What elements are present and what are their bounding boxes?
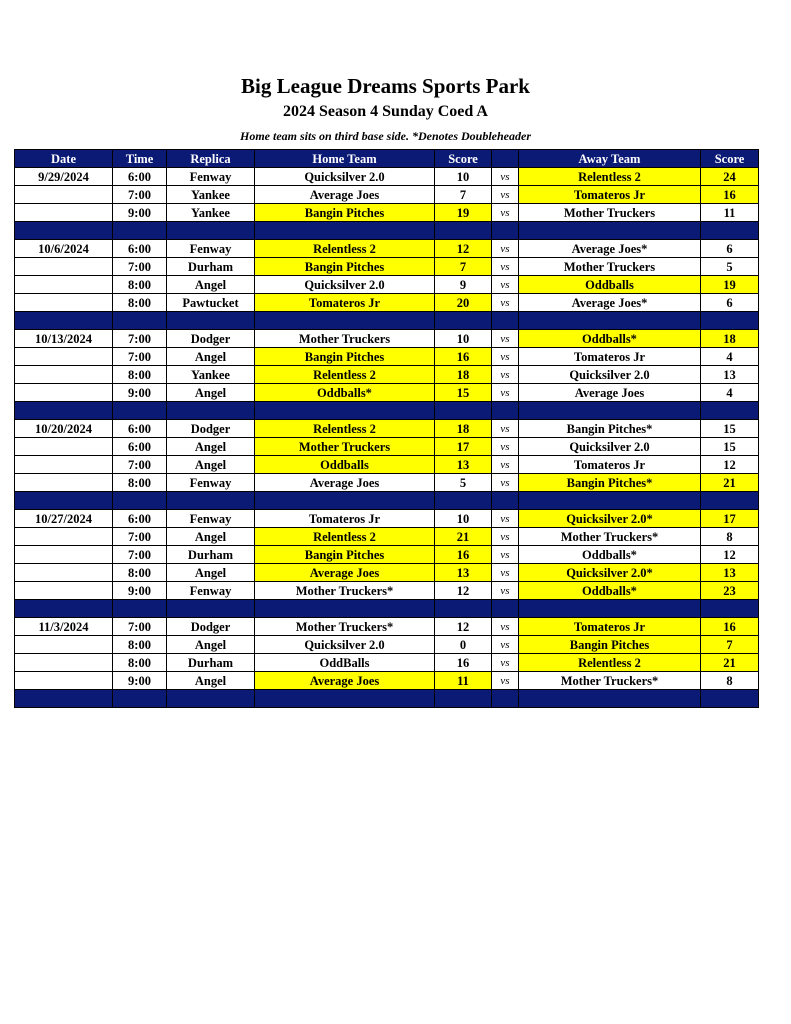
game-row — [15, 294, 759, 312]
home-score: 11 — [435, 672, 492, 690]
game-replica: Pawtucket — [167, 294, 255, 312]
separator-cell — [255, 222, 435, 240]
game-date — [15, 204, 113, 222]
home-team: Quicksilver 2.0 — [255, 168, 435, 186]
home-score: 20 — [435, 294, 492, 312]
away-team: Tomateros Jr — [519, 618, 701, 636]
home-team: Mother Truckers — [255, 438, 435, 456]
away-team: Mother Truckers* — [519, 528, 701, 546]
home-score: 10 — [435, 510, 492, 528]
home-score: 18 — [435, 420, 492, 438]
game-replica: Fenway — [167, 240, 255, 258]
away-team: Oddballs — [519, 276, 701, 294]
vs-label: vs — [492, 582, 519, 600]
away-team: Oddballs* — [519, 582, 701, 600]
separator-cell — [255, 312, 435, 330]
game-row — [15, 672, 759, 690]
away-team: Mother Truckers* — [519, 672, 701, 690]
home-team: Mother Truckers* — [255, 582, 435, 600]
away-score: 5 — [701, 258, 759, 276]
separator-cell — [492, 222, 519, 240]
away-team: Tomateros Jr — [519, 348, 701, 366]
away-team: Bangin Pitches — [519, 636, 701, 654]
home-team: Mother Truckers — [255, 330, 435, 348]
separator-cell — [701, 312, 759, 330]
away-score: 11 — [701, 204, 759, 222]
separator-cell — [519, 492, 701, 510]
vs-label: vs — [492, 618, 519, 636]
game-row — [15, 546, 759, 564]
home-score: 16 — [435, 546, 492, 564]
home-score: 12 — [435, 618, 492, 636]
game-time: 7:00 — [113, 186, 167, 204]
home-score: 0 — [435, 636, 492, 654]
col-time: Time — [113, 150, 167, 168]
page-subtitle: 2024 Season 4 Sunday Coed A — [283, 103, 488, 120]
away-score: 23 — [701, 582, 759, 600]
away-team: Tomateros Jr — [519, 456, 701, 474]
vs-label: vs — [492, 366, 519, 384]
game-date: 11/3/2024 — [15, 618, 113, 636]
game-time: 7:00 — [113, 456, 167, 474]
separator-cell — [492, 600, 519, 618]
separator-cell — [492, 402, 519, 420]
vs-label: vs — [492, 240, 519, 258]
home-team: Bangin Pitches — [255, 258, 435, 276]
away-team: Average Joes* — [519, 294, 701, 312]
separator-cell — [519, 222, 701, 240]
vs-label: vs — [492, 474, 519, 492]
game-time: 7:00 — [113, 618, 167, 636]
home-team: Relentless 2 — [255, 420, 435, 438]
separator-cell — [113, 402, 167, 420]
separator-cell — [113, 312, 167, 330]
separator-cell — [167, 600, 255, 618]
game-replica: Angel — [167, 672, 255, 690]
game-replica: Angel — [167, 456, 255, 474]
away-team: Mother Truckers — [519, 258, 701, 276]
away-team: Quicksilver 2.0* — [519, 564, 701, 582]
home-team: Average Joes — [255, 564, 435, 582]
away-score: 15 — [701, 438, 759, 456]
away-score: 16 — [701, 618, 759, 636]
vs-label: vs — [492, 672, 519, 690]
separator-cell — [255, 600, 435, 618]
away-score: 17 — [701, 510, 759, 528]
game-date — [15, 276, 113, 294]
vs-label: vs — [492, 384, 519, 402]
away-score: 13 — [701, 366, 759, 384]
vs-label: vs — [492, 420, 519, 438]
game-time: 9:00 — [113, 672, 167, 690]
vs-label: vs — [492, 456, 519, 474]
separator-cell — [701, 222, 759, 240]
col-vs — [492, 150, 519, 168]
separator-cell — [15, 402, 113, 420]
separator-cell — [435, 222, 492, 240]
game-date: 10/27/2024 — [15, 510, 113, 528]
separator-cell — [435, 492, 492, 510]
away-score: 19 — [701, 276, 759, 294]
home-score: 10 — [435, 330, 492, 348]
game-date: 10/6/2024 — [15, 240, 113, 258]
game-row — [15, 654, 759, 672]
game-replica: Angel — [167, 564, 255, 582]
away-score: 15 — [701, 420, 759, 438]
game-replica: Dodger — [167, 618, 255, 636]
game-row — [15, 618, 759, 636]
game-row — [15, 384, 759, 402]
game-replica: Fenway — [167, 582, 255, 600]
home-score: 12 — [435, 240, 492, 258]
away-team: Bangin Pitches* — [519, 474, 701, 492]
separator-cell — [15, 312, 113, 330]
game-date — [15, 294, 113, 312]
game-date: 9/29/2024 — [15, 168, 113, 186]
vs-label: vs — [492, 330, 519, 348]
game-date — [15, 636, 113, 654]
separator-cell — [435, 690, 492, 708]
game-date — [15, 384, 113, 402]
col-home-team: Home Team — [255, 150, 435, 168]
game-replica: Angel — [167, 276, 255, 294]
separator-cell — [519, 600, 701, 618]
away-team: Oddballs* — [519, 330, 701, 348]
game-time: 8:00 — [113, 276, 167, 294]
game-date — [15, 474, 113, 492]
game-row — [15, 204, 759, 222]
separator-cell — [113, 492, 167, 510]
separator-cell — [519, 312, 701, 330]
away-score: 21 — [701, 654, 759, 672]
game-time: 8:00 — [113, 294, 167, 312]
separator-cell — [519, 402, 701, 420]
game-replica: Yankee — [167, 186, 255, 204]
game-date: 10/20/2024 — [15, 420, 113, 438]
away-score: 12 — [701, 546, 759, 564]
game-replica: Angel — [167, 438, 255, 456]
game-row — [15, 366, 759, 384]
separator-cell — [113, 600, 167, 618]
game-replica: Fenway — [167, 474, 255, 492]
away-team: Mother Truckers — [519, 204, 701, 222]
home-team: Quicksilver 2.0 — [255, 636, 435, 654]
away-score: 18 — [701, 330, 759, 348]
game-replica: Dodger — [167, 330, 255, 348]
home-score: 16 — [435, 654, 492, 672]
game-time: 8:00 — [113, 564, 167, 582]
home-team: Quicksilver 2.0 — [255, 276, 435, 294]
game-date — [15, 186, 113, 204]
home-score: 12 — [435, 582, 492, 600]
away-score: 6 — [701, 240, 759, 258]
game-row — [15, 474, 759, 492]
away-score: 4 — [701, 348, 759, 366]
game-row — [15, 582, 759, 600]
game-date — [15, 366, 113, 384]
home-team: Average Joes — [255, 474, 435, 492]
home-score: 10 — [435, 168, 492, 186]
game-row — [15, 456, 759, 474]
away-team: Relentless 2 — [519, 168, 701, 186]
game-date — [15, 438, 113, 456]
game-row — [15, 438, 759, 456]
home-team: Bangin Pitches — [255, 546, 435, 564]
home-score: 7 — [435, 186, 492, 204]
separator-cell — [15, 600, 113, 618]
separator-cell — [492, 492, 519, 510]
separator-cell — [435, 312, 492, 330]
separator-cell — [167, 402, 255, 420]
week-separator — [15, 312, 759, 330]
game-row — [15, 564, 759, 582]
game-time: 6:00 — [113, 438, 167, 456]
game-time: 6:00 — [113, 240, 167, 258]
separator-cell — [255, 402, 435, 420]
home-score: 15 — [435, 384, 492, 402]
game-replica: Angel — [167, 384, 255, 402]
separator-cell — [701, 600, 759, 618]
separator-cell — [15, 222, 113, 240]
game-row — [15, 168, 759, 186]
vs-label: vs — [492, 546, 519, 564]
week-separator — [15, 492, 759, 510]
game-date — [15, 456, 113, 474]
away-team: Tomateros Jr — [519, 186, 701, 204]
vs-label: vs — [492, 636, 519, 654]
vs-label: vs — [492, 204, 519, 222]
away-team: Quicksilver 2.0 — [519, 366, 701, 384]
separator-cell — [492, 690, 519, 708]
page-title: Big League Dreams Sports Park — [241, 74, 530, 98]
game-replica: Angel — [167, 348, 255, 366]
home-score: 9 — [435, 276, 492, 294]
home-score: 17 — [435, 438, 492, 456]
col-away-team: Away Team — [519, 150, 701, 168]
game-time: 8:00 — [113, 366, 167, 384]
home-score: 18 — [435, 366, 492, 384]
separator-cell — [113, 222, 167, 240]
vs-label: vs — [492, 348, 519, 366]
separator-cell — [167, 492, 255, 510]
home-team: Bangin Pitches — [255, 348, 435, 366]
away-score: 7 — [701, 636, 759, 654]
away-score: 8 — [701, 672, 759, 690]
away-score: 16 — [701, 186, 759, 204]
schedule-table — [14, 149, 759, 708]
game-row — [15, 420, 759, 438]
away-team: Average Joes* — [519, 240, 701, 258]
away-team: Average Joes — [519, 384, 701, 402]
home-team: Relentless 2 — [255, 528, 435, 546]
week-separator — [15, 222, 759, 240]
game-replica: Durham — [167, 654, 255, 672]
home-score: 13 — [435, 456, 492, 474]
vs-label: vs — [492, 528, 519, 546]
vs-label: vs — [492, 654, 519, 672]
separator-cell — [492, 312, 519, 330]
vs-label: vs — [492, 510, 519, 528]
separator-cell — [701, 492, 759, 510]
schedule-body — [15, 168, 759, 708]
game-time: 6:00 — [113, 510, 167, 528]
home-team: Average Joes — [255, 672, 435, 690]
away-team: Quicksilver 2.0 — [519, 438, 701, 456]
separator-cell — [255, 492, 435, 510]
game-time: 9:00 — [113, 384, 167, 402]
home-score: 5 — [435, 474, 492, 492]
home-team: Oddballs — [255, 456, 435, 474]
home-team: Oddballs* — [255, 384, 435, 402]
away-team: Relentless 2 — [519, 654, 701, 672]
separator-cell — [701, 402, 759, 420]
game-replica: Dodger — [167, 420, 255, 438]
game-date — [15, 672, 113, 690]
game-time: 7:00 — [113, 258, 167, 276]
game-time: 7:00 — [113, 546, 167, 564]
away-score: 4 — [701, 384, 759, 402]
away-team: Oddballs* — [519, 546, 701, 564]
vs-label: vs — [492, 294, 519, 312]
week-separator — [15, 690, 759, 708]
game-row — [15, 330, 759, 348]
game-time: 6:00 — [113, 420, 167, 438]
game-date — [15, 348, 113, 366]
home-score: 19 — [435, 204, 492, 222]
game-time: 7:00 — [113, 528, 167, 546]
separator-cell — [15, 492, 113, 510]
away-score: 8 — [701, 528, 759, 546]
separator-cell — [167, 690, 255, 708]
separator-cell — [167, 312, 255, 330]
game-date — [15, 258, 113, 276]
game-row — [15, 276, 759, 294]
game-row — [15, 240, 759, 258]
away-score: 12 — [701, 456, 759, 474]
away-team: Quicksilver 2.0* — [519, 510, 701, 528]
home-team: Tomateros Jr — [255, 510, 435, 528]
separator-cell — [113, 690, 167, 708]
game-time: 6:00 — [113, 168, 167, 186]
game-date: 10/13/2024 — [15, 330, 113, 348]
game-row — [15, 636, 759, 654]
game-date — [15, 564, 113, 582]
vs-label: vs — [492, 438, 519, 456]
away-team: Bangin Pitches* — [519, 420, 701, 438]
vs-label: vs — [492, 258, 519, 276]
game-time: 9:00 — [113, 204, 167, 222]
col-date: Date — [15, 150, 113, 168]
col-home-score: Score — [435, 150, 492, 168]
home-score: 13 — [435, 564, 492, 582]
game-row — [15, 186, 759, 204]
game-date — [15, 546, 113, 564]
game-replica: Durham — [167, 546, 255, 564]
home-score: 21 — [435, 528, 492, 546]
home-score: 16 — [435, 348, 492, 366]
header-row — [15, 150, 759, 168]
home-team: OddBalls — [255, 654, 435, 672]
home-team: Mother Truckers* — [255, 618, 435, 636]
vs-label: vs — [492, 186, 519, 204]
home-team: Relentless 2 — [255, 240, 435, 258]
game-date — [15, 654, 113, 672]
col-away-score: Score — [701, 150, 759, 168]
game-replica: Yankee — [167, 366, 255, 384]
away-score: 24 — [701, 168, 759, 186]
game-replica: Fenway — [167, 168, 255, 186]
schedule-note: Home team sits on third base side. *Denotes Doubleheader — [240, 129, 531, 143]
game-row — [15, 258, 759, 276]
separator-cell — [435, 600, 492, 618]
home-team: Average Joes — [255, 186, 435, 204]
away-score: 21 — [701, 474, 759, 492]
home-team: Bangin Pitches — [255, 204, 435, 222]
game-replica: Fenway — [167, 510, 255, 528]
away-score: 13 — [701, 564, 759, 582]
week-separator — [15, 600, 759, 618]
home-team: Relentless 2 — [255, 366, 435, 384]
vs-label: vs — [492, 564, 519, 582]
game-time: 7:00 — [113, 348, 167, 366]
separator-cell — [701, 690, 759, 708]
separator-cell — [519, 690, 701, 708]
separator-cell — [435, 402, 492, 420]
away-score: 6 — [701, 294, 759, 312]
home-team: Tomateros Jr — [255, 294, 435, 312]
game-replica: Durham — [167, 258, 255, 276]
separator-cell — [167, 222, 255, 240]
game-row — [15, 348, 759, 366]
game-date — [15, 528, 113, 546]
game-time: 8:00 — [113, 654, 167, 672]
vs-label: vs — [492, 168, 519, 186]
game-time: 7:00 — [113, 330, 167, 348]
game-time: 9:00 — [113, 582, 167, 600]
col-replica: Replica — [167, 150, 255, 168]
separator-cell — [255, 690, 435, 708]
game-replica: Angel — [167, 528, 255, 546]
game-row — [15, 528, 759, 546]
separator-cell — [15, 690, 113, 708]
game-replica: Yankee — [167, 204, 255, 222]
game-date — [15, 582, 113, 600]
game-row — [15, 510, 759, 528]
vs-label: vs — [492, 276, 519, 294]
game-time: 8:00 — [113, 474, 167, 492]
game-replica: Angel — [167, 636, 255, 654]
home-score: 7 — [435, 258, 492, 276]
week-separator — [15, 402, 759, 420]
game-time: 8:00 — [113, 636, 167, 654]
